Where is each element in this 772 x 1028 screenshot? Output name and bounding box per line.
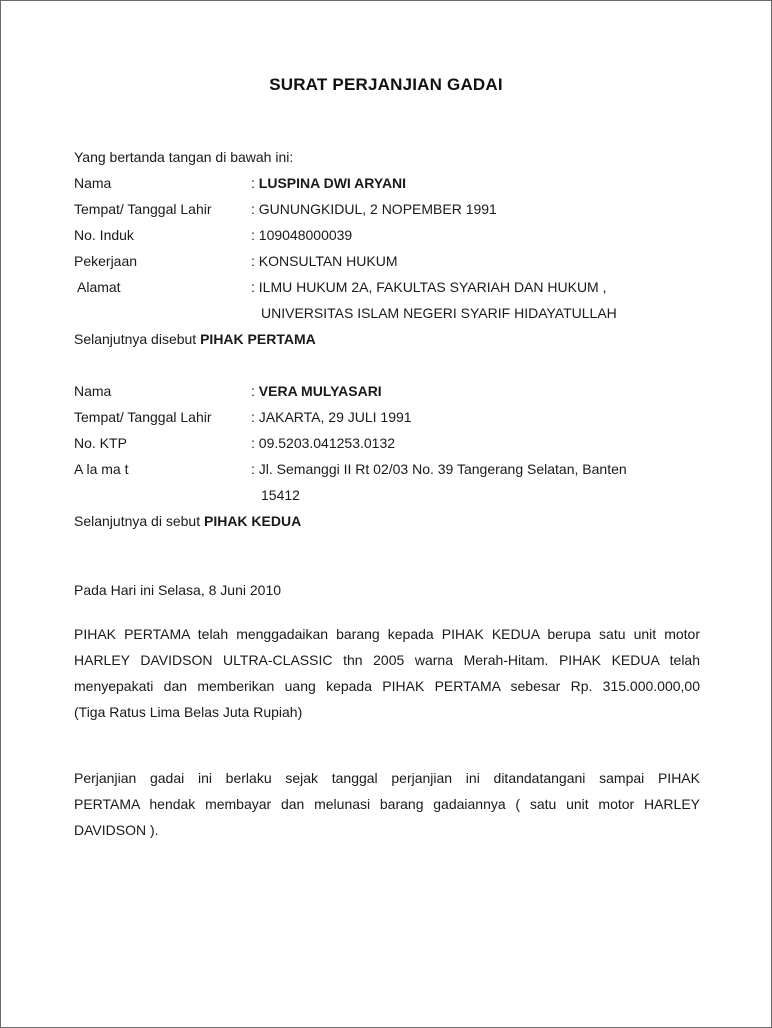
paragraph-line: PERTAMA hendak membayar dan melunasi barang gadaiannya ( satu unit motor HARLEY	[74, 796, 700, 812]
party2-name-value: : VERA MULYASARI	[251, 383, 382, 399]
party1-name-value: : LUSPINA DWI ARYANI	[251, 175, 407, 191]
paragraph-line: (Tiga Ratus Lima Belas Juta Rupiah)	[74, 704, 303, 720]
party2-birth-value: : JAKARTA, 29 JULI 1991	[251, 409, 412, 425]
party1-job-value: : KONSULTAN HUKUM	[251, 253, 398, 269]
party1-id-value: : 109048000039	[251, 227, 353, 243]
paragraph-line: menyepakati dan memberikan uang kepada PIHAK PERTAMA sebesar Rp. 315.000.000,00	[74, 678, 700, 694]
paragraph-line: PIHAK PERTAMA telah menggadaikan barang kepada PIHAK KEDUA berupa satu unit motor	[74, 626, 700, 642]
party1-birth-label: Tempat/ Tanggal Lahir	[74, 201, 212, 217]
document-title: SURAT PERJANJIAN GADAI	[269, 75, 503, 94]
party2-designation: Selanjutnya di sebut PIHAK KEDUA	[74, 513, 302, 529]
party2-birth-label: Tempat/ Tanggal Lahir	[74, 409, 212, 425]
paragraph-line: Perjanjian gadai ini berlaku sejak tanggal perjanjian ini ditandatangani sampai PIHAK	[74, 770, 700, 786]
party2-ktp-label: No. KTP	[74, 435, 127, 451]
date-line: Pada Hari ini Selasa, 8 Juni 2010	[74, 582, 282, 598]
paragraph-pledge	[74, 621, 700, 725]
party2-ktp-value: : 09.5203.041253.0132	[251, 435, 396, 451]
party1-address-cont: UNIVERSITAS ISLAM NEGERI SYARIF HIDAYATULLAH	[261, 305, 617, 321]
intro-text: Yang bertanda tangan di bawah ini:	[74, 149, 294, 165]
party1-name-label: Nama	[74, 175, 112, 191]
party1-id-label: No. Induk	[74, 227, 134, 243]
party1-birth-value: : GUNUNGKIDUL, 2 NOPEMBER 1991	[251, 201, 497, 217]
party1-address-value: : ILMU HUKUM 2A, FAKULTAS SYARIAH DAN HUKUM ,	[251, 279, 607, 295]
party2-address-value: : Jl. Semanggi II Rt 02/03 No. 39 Tangerang Selatan, Banten	[251, 461, 627, 477]
party1-address-label: Alamat	[77, 279, 121, 295]
paragraph-line: HARLEY DAVIDSON ULTRA-CLASSIC thn 2005 warna Merah-Hitam. PIHAK KEDUA telah	[74, 652, 700, 668]
party2-address-cont: 15412	[261, 487, 300, 503]
party1-job-label: Pekerjaan	[74, 253, 138, 269]
party1-designation: Selanjutnya disebut PIHAK PERTAMA	[74, 331, 316, 347]
party2-name-label: Nama	[74, 383, 112, 399]
party2-address-label: A la ma t	[74, 461, 129, 477]
paragraph-validity	[74, 765, 700, 843]
paragraph-line: DAVIDSON ).	[74, 822, 159, 838]
